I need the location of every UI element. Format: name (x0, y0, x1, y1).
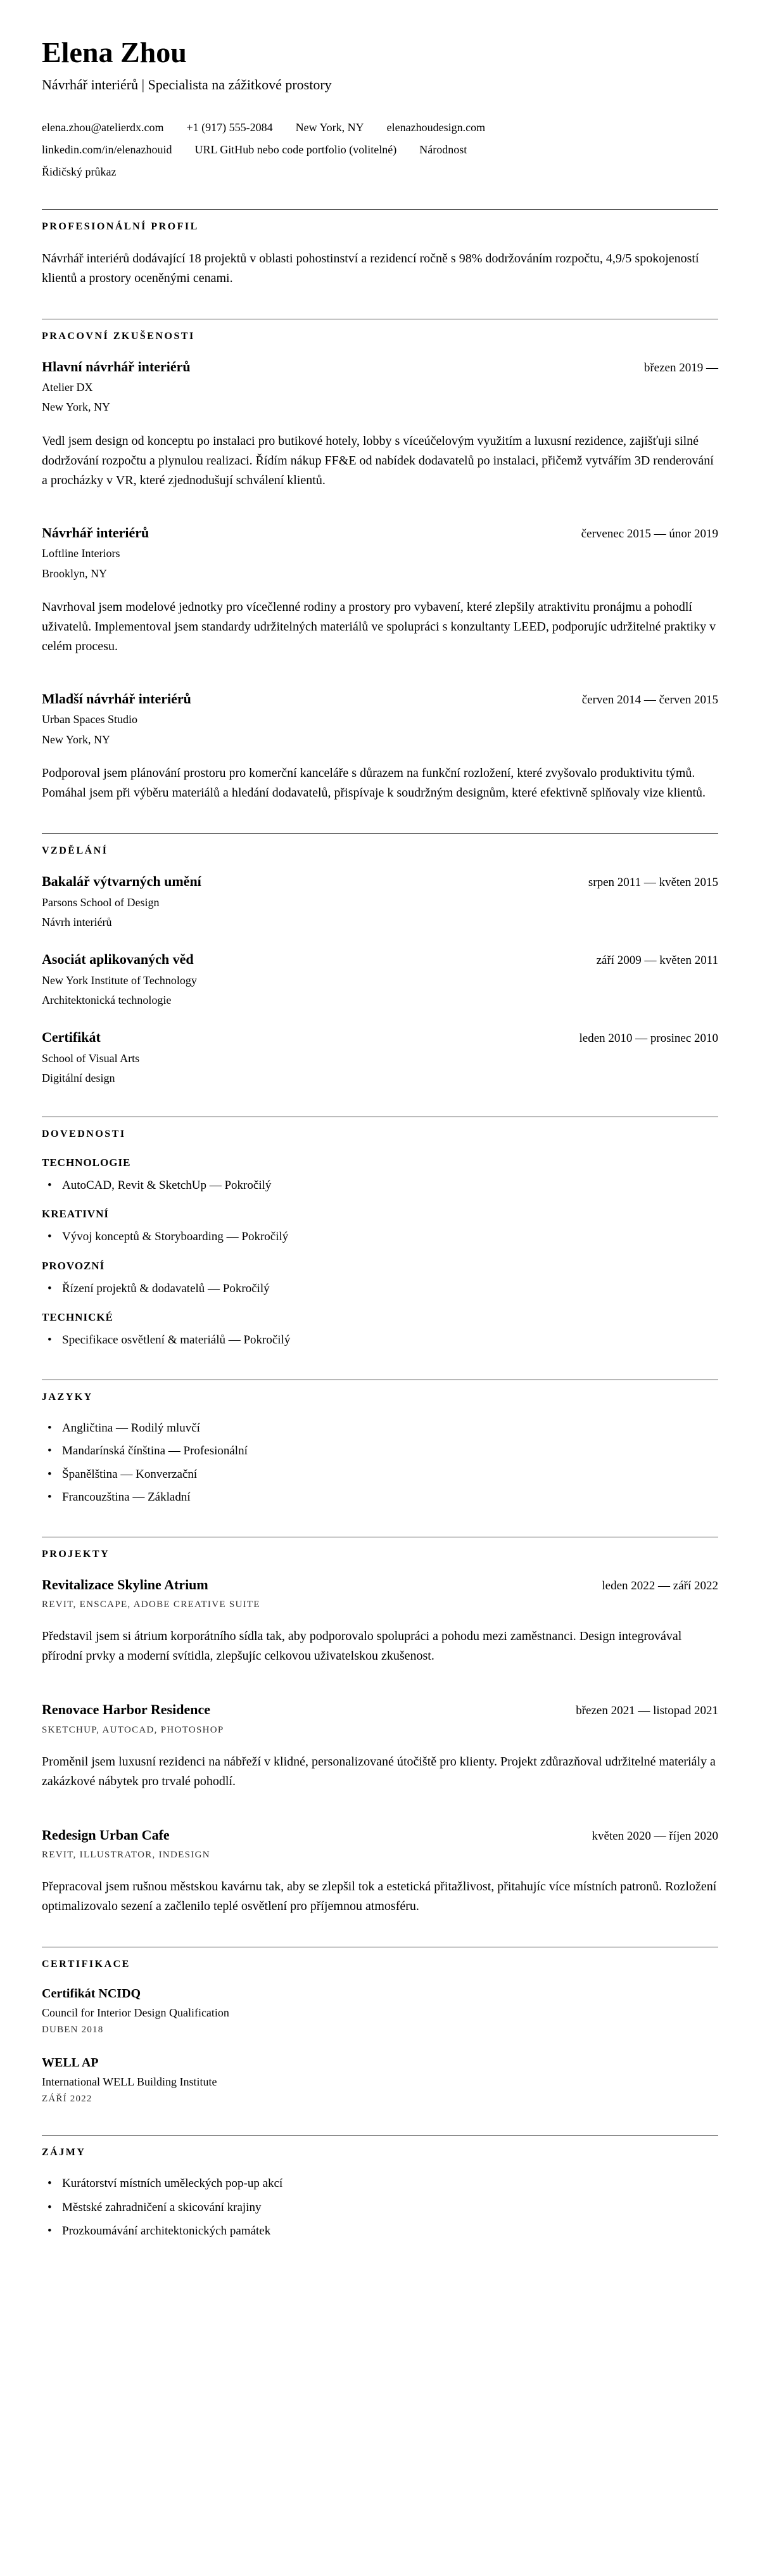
project-title: Revitalizace Skyline Atrium (42, 1577, 208, 1592)
field-of-study: Návrh interiérů (42, 915, 112, 928)
job-dates: červen 2014 — červen 2015 (581, 693, 718, 707)
project-dates: květen 2020 — říjen 2020 (592, 1829, 718, 1843)
section-interests (42, 2135, 718, 2240)
job-location: New York, NY (42, 400, 111, 414)
education-entry (42, 951, 718, 1008)
certification-entry (42, 2056, 718, 2105)
project-dates: leden 2022 — září 2022 (602, 1579, 718, 1592)
website-text: elenazhoudesign.com (386, 120, 486, 134)
section-languages (42, 1380, 718, 1506)
section-education (42, 833, 718, 1086)
job-company: Loftline Interiors (42, 547, 120, 560)
job-title: Návrhář interiérů (42, 524, 149, 541)
job-location: New York, NY (42, 733, 111, 746)
education-title-row (42, 1029, 718, 1046)
certification-title: WELL AP (42, 2056, 99, 2070)
skill-category (42, 1311, 718, 1349)
headline: Návrhář interiérů | Specialista na zážitkové prostory (42, 76, 332, 93)
job-location: Brooklyn, NY (42, 567, 107, 580)
field-of-study: Digitální design (42, 1072, 115, 1085)
project-tools: REVIT, ILLUSTRATOR, INDESIGN (42, 1850, 210, 1861)
job-title-row (42, 525, 718, 541)
school-name: New York Institute of Technology (42, 973, 197, 987)
driving-license-text: Řidičský průkaz (42, 165, 117, 178)
location-text: New York, NY (295, 120, 364, 134)
field-of-study: Architektonická technologie (42, 994, 172, 1007)
language-item: • Francouzština — Základní (42, 1489, 718, 1506)
skill-item: • Řízení projektů & dodavatelů — Pokročilý (42, 1280, 718, 1298)
project-tools: SKETCHUP, AUTOCAD, PHOTOSHOP (42, 1724, 224, 1735)
skill-item: • Vývoj konceptů & Storyboarding — Pokročilý (42, 1228, 718, 1246)
certifications-heading: CERTIFIKACE (42, 1959, 130, 1970)
language-item: • Mandarínská čínština — Profesionální (42, 1442, 718, 1460)
degree-title: Certifikát (42, 1029, 101, 1046)
education-heading: VZDĚLÁNÍ (42, 845, 108, 857)
profile-text: Návrhář interiérů dodávající 18 projektů v oblasti pohostinství a rezidencí ročně s 98% dodržováním rozpočtu, 4,9/5 spokojeností klientů a prostory oceněnými cenami. (42, 251, 699, 285)
skill-item: • AutoCAD, Revit & SketchUp — Pokročilý (42, 1177, 718, 1195)
certification-date: ZÁŘÍ 2022 (42, 2094, 92, 2105)
education-dates: srpen 2011 — květen 2015 (588, 876, 718, 890)
contact-line-2 (42, 143, 718, 157)
contact-line-1 (42, 121, 718, 134)
project-tools: REVIT, ENSCAPE, ADOBE CREATIVE SUITE (42, 1599, 260, 1610)
job-description: Vedl jsem design od konceptu po instalaci pro butikové hotely, lobby s víceúčelovým využitím a luxusní rezidence, zajišťuji silné dodržování rozpočtu a plynulou realizaci. Řídím nákup FF&E od nabídek dodavatelů po instalaci, přičemž vytvářím 3D renderování a procházky v VR, které zjednodušují schválení klientů. (42, 433, 714, 487)
project-title-row (42, 1827, 718, 1843)
project-title-row (42, 1577, 718, 1593)
projects-heading: PROJEKTY (42, 1549, 110, 1560)
project-entry (42, 1827, 718, 1916)
skill-category-label: PROVOZNÍ (42, 1259, 105, 1272)
job-company: Atelier DX (42, 380, 93, 394)
job-entry (42, 525, 718, 657)
github-placeholder-text: URL GitHub nebo code portfolio (volitelné) (194, 143, 397, 156)
project-title: Renovace Harbor Residence (42, 1701, 210, 1718)
job-dates: březen 2019 — (643, 361, 718, 375)
skill-category (42, 1208, 718, 1246)
certification-date: DUBEN 2018 (42, 2025, 104, 2035)
project-title: Redesign Urban Cafe (42, 1826, 170, 1843)
school-name: Parsons School of Design (42, 895, 160, 909)
project-entry (42, 1701, 718, 1791)
skill-category-label: TECHNOLOGIE (42, 1156, 131, 1169)
education-entry (42, 873, 718, 930)
project-description: Přepracoval jsem rušnou městskou kavárnu tak, aby se zlepšil tok a estetická přitažlivost, přitahujíc více místních patronů. Rozložení optimalizovalo sezení a začlenilo teplé osvětlení pro příjemnou atmosféru. (42, 1880, 717, 1914)
email-text: elena.zhou@atelierdx.com (42, 120, 164, 134)
nationality-text: Národnost (419, 143, 467, 156)
interest-item: • Kurátorství místních uměleckých pop-up akcí (42, 2175, 718, 2193)
skill-category (42, 1260, 718, 1298)
section-projects (42, 1537, 718, 1916)
degree-title: Asociát aplikovaných věd (42, 951, 194, 968)
education-dates: září 2009 — květen 2011 (596, 954, 718, 968)
interests-heading: ZÁJMY (42, 2147, 86, 2158)
job-entry (42, 691, 718, 803)
interest-item: • Prozkoumávání architektonických památek (42, 2222, 718, 2240)
job-company: Urban Spaces Studio (42, 713, 137, 726)
certification-issuer: International WELL Building Institute (42, 2075, 217, 2089)
language-item: • Španělština — Konverzační (42, 1466, 718, 1483)
job-title-row (42, 691, 718, 707)
interest-list (42, 2175, 718, 2240)
certification-title: Certifikát NCIDQ (42, 1987, 141, 2001)
skill-category (42, 1157, 718, 1195)
job-dates: červenec 2015 — únor 2019 (581, 527, 718, 541)
school-name: School of Visual Arts (42, 1051, 140, 1065)
education-dates: leden 2010 — prosinec 2010 (579, 1032, 718, 1046)
project-title-row (42, 1701, 718, 1718)
job-description: Podporoval jsem plánování prostoru pro komerční kanceláře s důrazem na funkční rozložení, které zvyšovalo produktivitu týmů. Pomáhal jsem při výběru materiálů a hledání dodavatelů, přispívaje k soudržným designům, které efektivně splňovaly vize klientů. (42, 766, 706, 800)
certification-entry (42, 1987, 718, 2035)
language-list (42, 1419, 718, 1506)
linkedin-text: linkedin.com/in/elenazhouid (42, 143, 172, 156)
skill-item: • Specifikace osvětlení & materiálů — Pokročilý (42, 1331, 718, 1349)
experience-heading: PRACOVNÍ ZKUŠENOSTI (42, 330, 195, 342)
skill-category-label: KREATIVNÍ (42, 1208, 109, 1221)
contact-block (42, 121, 718, 179)
phone-text: +1 (917) 555-2084 (186, 120, 273, 134)
contact-line-3 (42, 165, 718, 179)
section-skills (42, 1117, 718, 1349)
person-name: Elena Zhou (42, 36, 187, 68)
skill-category-label: TECHNICKÉ (42, 1311, 113, 1324)
section-certifications (42, 1947, 718, 2105)
language-item: • Angličtina — Rodilý mluvčí (42, 1419, 718, 1437)
job-title: Mladší návrhář interiérů (42, 690, 191, 707)
project-description: Představil jsem si átrium korporátního sídla tak, aby podporovalo spolupráci a pohodu mezi zaměstnanci. Design integrovával přírodní prvky a moderní svítidla, zlepšujíc celkovou uživatelskou zkušenost. (42, 1629, 682, 1663)
education-entry (42, 1029, 718, 1086)
resume-header (42, 37, 718, 179)
skills-heading: DOVEDNOSTI (42, 1128, 126, 1139)
job-description: Navrhoval jsem modelové jednotky pro vícečlenné rodiny a prostory pro vybavení, které zlepšily atraktivitu pronájmu a pohodlí uživatelů. Implementoval jsem standardy udržitelných materiálů ve spolupráci s konzultanty LEED, podporujíc udržitelné praktiky v celém procesu. (42, 599, 716, 653)
section-profile (42, 209, 718, 288)
project-dates: březen 2021 — listopad 2021 (576, 1704, 718, 1718)
certification-issuer: Council for Interior Design Qualification (42, 2006, 229, 2020)
education-title-row (42, 951, 718, 968)
languages-heading: JAZYKY (42, 1391, 93, 1402)
section-experience (42, 319, 718, 804)
profile-heading: PROFESIONÁLNÍ PROFIL (42, 221, 199, 232)
job-entry (42, 359, 718, 490)
interest-item: • Městské zahradničení a skicování krajiny (42, 2199, 718, 2217)
project-entry (42, 1577, 718, 1666)
project-description: Proměnil jsem luxusní rezidenci na nábřeží v klidné, personalizované útočiště pro klienty. Projekt zdůrazňoval udržitelné materiály a zakázkové nábytek pro trvalé pohodlí. (42, 1754, 716, 1788)
job-title: Hlavní návrhář interiérů (42, 358, 191, 375)
education-title-row (42, 873, 718, 890)
job-title-row (42, 359, 718, 375)
degree-title: Bakalář výtvarných umění (42, 873, 201, 890)
